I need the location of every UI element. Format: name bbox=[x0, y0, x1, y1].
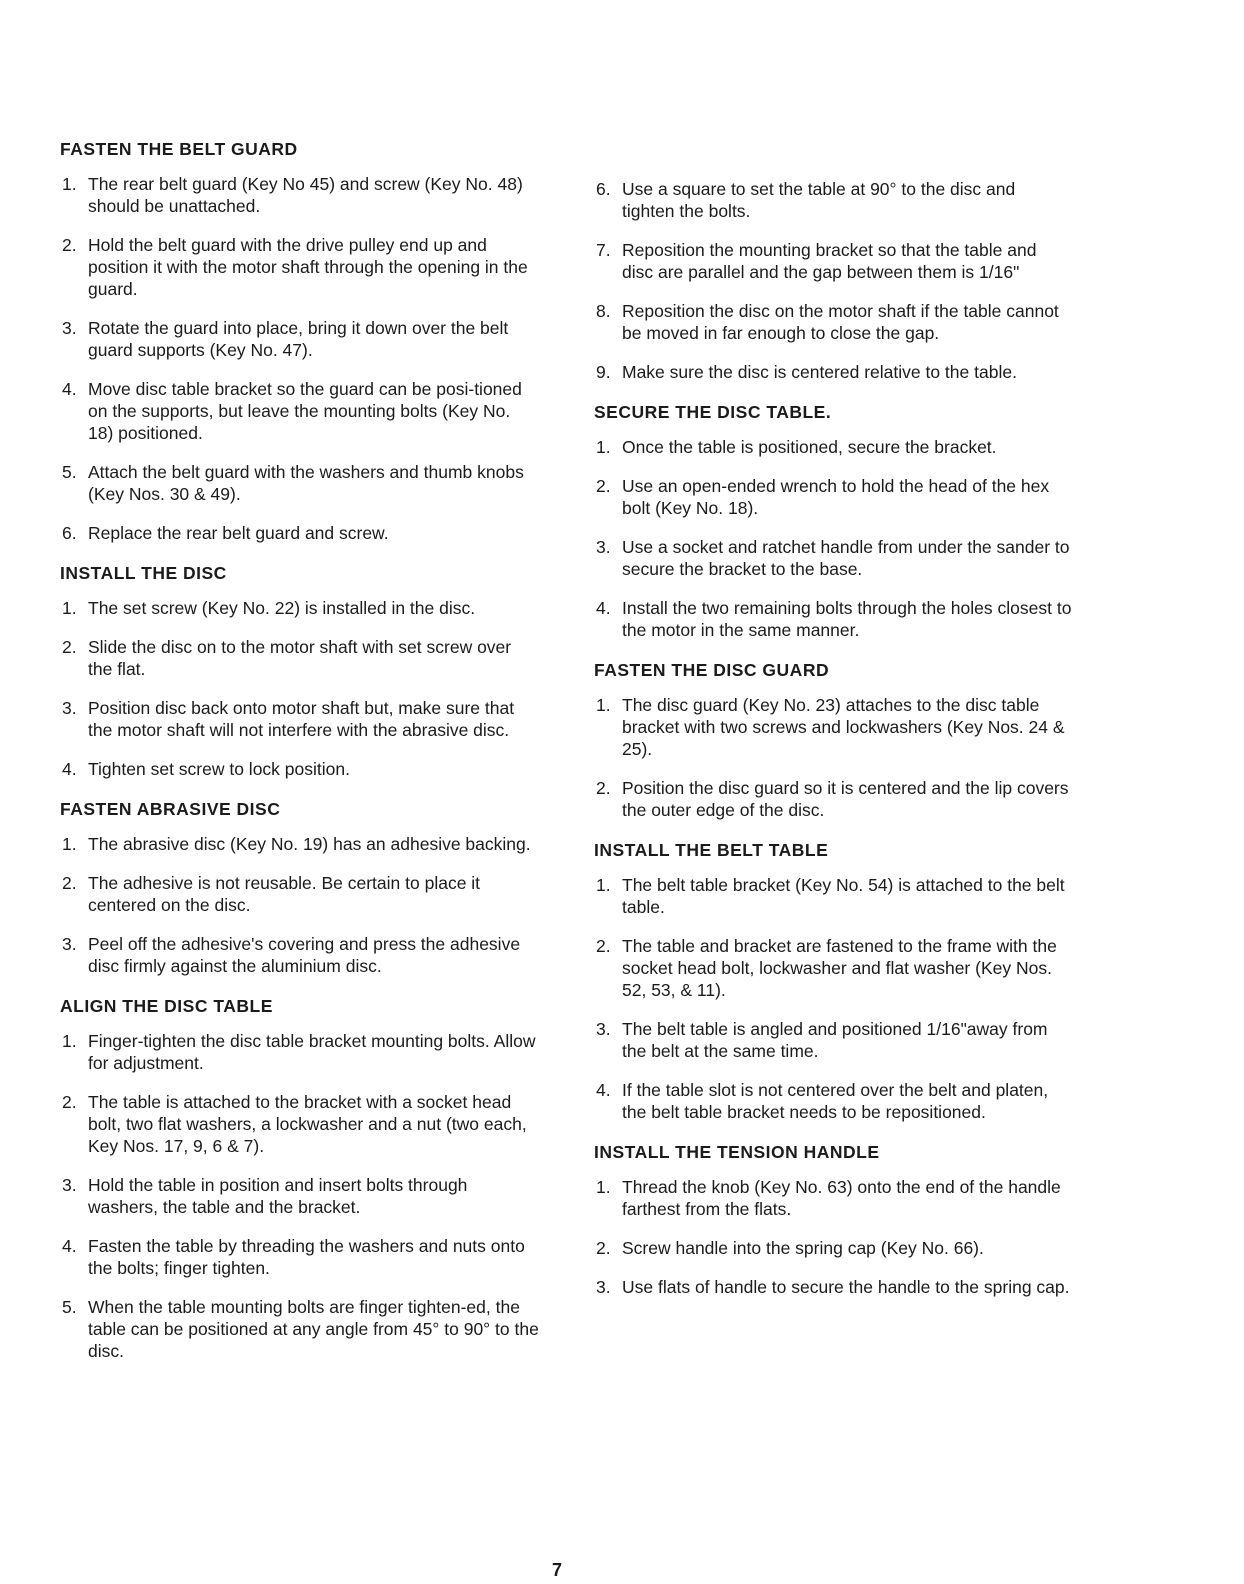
step-item bbox=[60, 597, 540, 619]
step-text: Slide the disc on to the motor shaft with set screw over the flat. bbox=[88, 637, 512, 679]
step-item bbox=[60, 697, 540, 741]
step-item bbox=[60, 833, 540, 855]
step-list bbox=[594, 694, 1072, 821]
section-heading: INSTALL THE DISC bbox=[60, 563, 227, 583]
step-item bbox=[60, 317, 540, 361]
step-text: The table is attached to the bracket with a socket head bolt, two flat washers, a lockwasher and a nut (two each, Key Nos. 17, 9, 6 & 7). bbox=[88, 1092, 527, 1156]
step-text: Tighten set screw to lock position. bbox=[88, 759, 350, 779]
step-number: 6. bbox=[596, 179, 611, 199]
left-column bbox=[60, 138, 540, 1380]
step-text: The table and bracket are fastened to the frame with the socket head bolt, lockwasher and flat washer (Key Nos. 52, 53, & 11). bbox=[622, 936, 1057, 1000]
step-number: 2. bbox=[62, 1092, 77, 1112]
right-column bbox=[594, 178, 1072, 1316]
step-text: Fasten the table by threading the washers and nuts onto the bolts; finger tighten. bbox=[88, 1236, 525, 1278]
step-text: Make sure the disc is centered relative to the table. bbox=[622, 362, 1017, 382]
step-text: The abrasive disc (Key No. 19) has an adhesive backing. bbox=[88, 834, 531, 854]
step-text: The belt table is angled and positioned 1/16"away from the belt at the same time. bbox=[622, 1019, 1048, 1061]
step-text: Hold the table in position and insert bolts through washers, the table and the bracket. bbox=[88, 1175, 468, 1217]
step-number: 2. bbox=[62, 873, 77, 893]
step-item bbox=[60, 1235, 540, 1279]
instruction-section bbox=[594, 178, 1072, 383]
step-list bbox=[594, 874, 1072, 1123]
step-number: 1. bbox=[596, 1177, 611, 1197]
step-item bbox=[60, 636, 540, 680]
step-list bbox=[60, 833, 540, 977]
step-number: 2. bbox=[596, 1238, 611, 1258]
step-list bbox=[594, 178, 1072, 383]
section-heading: ALIGN THE DISC TABLE bbox=[60, 996, 273, 1016]
step-item bbox=[60, 378, 540, 444]
step-text: Finger-tighten the disc table bracket mounting bolts. Allow for adjustment. bbox=[88, 1031, 536, 1073]
instruction-section bbox=[594, 401, 1072, 641]
step-item bbox=[60, 1030, 540, 1074]
step-item bbox=[594, 536, 1072, 580]
step-number: 8. bbox=[596, 301, 611, 321]
step-number: 3. bbox=[596, 537, 611, 557]
step-item bbox=[60, 173, 540, 217]
step-text: Move disc table bracket so the guard can be posi-tioned on the supports, but leave the mounting bolts (Key No. 18) positioned. bbox=[88, 379, 522, 443]
section-heading: FASTEN THE BELT GUARD bbox=[60, 139, 298, 159]
step-number: 1. bbox=[596, 875, 611, 895]
step-item bbox=[594, 1018, 1072, 1062]
step-text: The disc guard (Key No. 23) attaches to the disc table bracket with two screws and lockwashers (Key Nos. 24 & 25). bbox=[622, 695, 1065, 759]
step-number: 2. bbox=[596, 476, 611, 496]
step-number: 2. bbox=[62, 637, 77, 657]
step-number: 4. bbox=[62, 379, 77, 399]
step-text: The set screw (Key No. 22) is installed in the disc. bbox=[88, 598, 476, 618]
step-text: Use flats of handle to secure the handle to the spring cap. bbox=[622, 1277, 1070, 1297]
step-number: 2. bbox=[596, 778, 611, 798]
step-list bbox=[594, 1176, 1072, 1298]
step-number: 4. bbox=[62, 1236, 77, 1256]
step-item bbox=[60, 1296, 540, 1362]
step-text: The belt table bracket (Key No. 54) is attached to the belt table. bbox=[622, 875, 1065, 917]
step-item bbox=[594, 1079, 1072, 1123]
step-number: 5. bbox=[62, 462, 77, 482]
section-heading: INSTALL THE TENSION HANDLE bbox=[594, 1142, 880, 1162]
step-text: Use a square to set the table at 90° to the disc and tighten the bolts. bbox=[622, 179, 1016, 221]
step-item bbox=[594, 1237, 1072, 1259]
step-number: 3. bbox=[62, 934, 77, 954]
step-item bbox=[594, 239, 1072, 283]
step-number: 4. bbox=[596, 598, 611, 618]
step-number: 3. bbox=[62, 318, 77, 338]
instruction-section bbox=[60, 798, 540, 977]
step-text: Reposition the mounting bracket so that the table and disc are parallel and the gap between them is 1/16" bbox=[622, 240, 1037, 282]
step-item bbox=[60, 933, 540, 977]
step-number: 1. bbox=[596, 695, 611, 715]
step-text: Install the two remaining bolts through the holes closest to the motor in the same manner. bbox=[622, 598, 1072, 640]
step-number: 1. bbox=[596, 437, 611, 457]
step-item bbox=[594, 935, 1072, 1001]
step-text: Reposition the disc on the motor shaft if the table cannot be moved in far enough to close the gap. bbox=[622, 301, 1059, 343]
step-list bbox=[60, 597, 540, 780]
step-list bbox=[60, 173, 540, 544]
step-number: 1. bbox=[62, 174, 77, 194]
step-item bbox=[594, 1276, 1072, 1298]
step-text: The adhesive is not reusable. Be certain to place it centered on the disc. bbox=[88, 873, 481, 915]
step-item bbox=[60, 461, 540, 505]
page-number: 7 bbox=[552, 1560, 563, 1580]
step-text: The rear belt guard (Key No 45) and screw (Key No. 48) should be unattached. bbox=[88, 174, 523, 216]
step-list bbox=[594, 436, 1072, 641]
step-number: 1. bbox=[62, 598, 77, 618]
step-text: Replace the rear belt guard and screw. bbox=[88, 523, 389, 543]
step-number: 3. bbox=[596, 1277, 611, 1297]
instruction-section bbox=[60, 562, 540, 780]
instruction-section bbox=[594, 1141, 1072, 1298]
step-item bbox=[594, 475, 1072, 519]
step-item bbox=[594, 694, 1072, 760]
step-text: Peel off the adhesive's covering and press the adhesive disc firmly against the aluminium disc. bbox=[88, 934, 521, 976]
step-number: 4. bbox=[62, 759, 77, 779]
step-number: 1. bbox=[62, 1031, 77, 1051]
step-text: Use an open-ended wrench to hold the head of the hex bolt (Key No. 18). bbox=[622, 476, 1050, 518]
instruction-section bbox=[60, 995, 540, 1362]
step-number: 4. bbox=[596, 1080, 611, 1100]
step-number: 2. bbox=[62, 235, 77, 255]
step-text: Use a socket and ratchet handle from under the sander to secure the bracket to the base. bbox=[622, 537, 1070, 579]
step-text: Once the table is positioned, secure the bracket. bbox=[622, 437, 997, 457]
section-heading: SECURE THE DISC TABLE. bbox=[594, 402, 832, 422]
step-item bbox=[594, 597, 1072, 641]
step-number: 3. bbox=[62, 1175, 77, 1195]
step-number: 3. bbox=[596, 1019, 611, 1039]
step-item bbox=[60, 758, 540, 780]
step-item bbox=[60, 1174, 540, 1218]
step-number: 5. bbox=[62, 1297, 77, 1317]
step-text: When the table mounting bolts are finger tighten-ed, the table can be positioned at any angle from 45° to 90° to the disc. bbox=[88, 1297, 539, 1361]
step-item bbox=[594, 874, 1072, 918]
step-text: Thread the knob (Key No. 63) onto the end of the handle farthest from the flats. bbox=[622, 1177, 1061, 1219]
step-number: 2. bbox=[596, 936, 611, 956]
section-heading: FASTEN ABRASIVE DISC bbox=[60, 799, 281, 819]
step-text: Position disc back onto motor shaft but, make sure that the motor shaft will not interfere with the abrasive disc. bbox=[88, 698, 515, 740]
step-number: 6. bbox=[62, 523, 77, 543]
step-item bbox=[594, 361, 1072, 383]
step-item bbox=[594, 1176, 1072, 1220]
step-list bbox=[60, 1030, 540, 1362]
step-item bbox=[594, 777, 1072, 821]
step-text: Screw handle into the spring cap (Key No. 66). bbox=[622, 1238, 984, 1258]
step-text: If the table slot is not centered over the belt and platen, the belt table bracket needs to be repositioned. bbox=[622, 1080, 1049, 1122]
step-number: 1. bbox=[62, 834, 77, 854]
instruction-section bbox=[594, 839, 1072, 1123]
step-number: 3. bbox=[62, 698, 77, 718]
step-number: 7. bbox=[596, 240, 611, 260]
step-item bbox=[594, 300, 1072, 344]
step-item bbox=[60, 522, 540, 544]
step-item bbox=[60, 872, 540, 916]
step-item bbox=[594, 178, 1072, 222]
step-text: Attach the belt guard with the washers and thumb knobs (Key Nos. 30 & 49). bbox=[88, 462, 524, 504]
step-text: Hold the belt guard with the drive pulley end up and position it with the motor shaft through the opening in the guard. bbox=[88, 235, 528, 299]
instruction-section bbox=[60, 138, 540, 544]
step-text: Rotate the guard into place, bring it down over the belt guard supports (Key No. 47). bbox=[88, 318, 509, 360]
instruction-section bbox=[594, 659, 1072, 821]
section-heading: INSTALL THE BELT TABLE bbox=[594, 840, 829, 860]
step-item bbox=[594, 436, 1072, 458]
step-item bbox=[60, 234, 540, 300]
section-heading: FASTEN THE DISC GUARD bbox=[594, 660, 830, 680]
step-item bbox=[60, 1091, 540, 1157]
step-text: Position the disc guard so it is centered and the lip covers the outer edge of the disc. bbox=[622, 778, 1069, 820]
step-number: 9. bbox=[596, 362, 611, 382]
